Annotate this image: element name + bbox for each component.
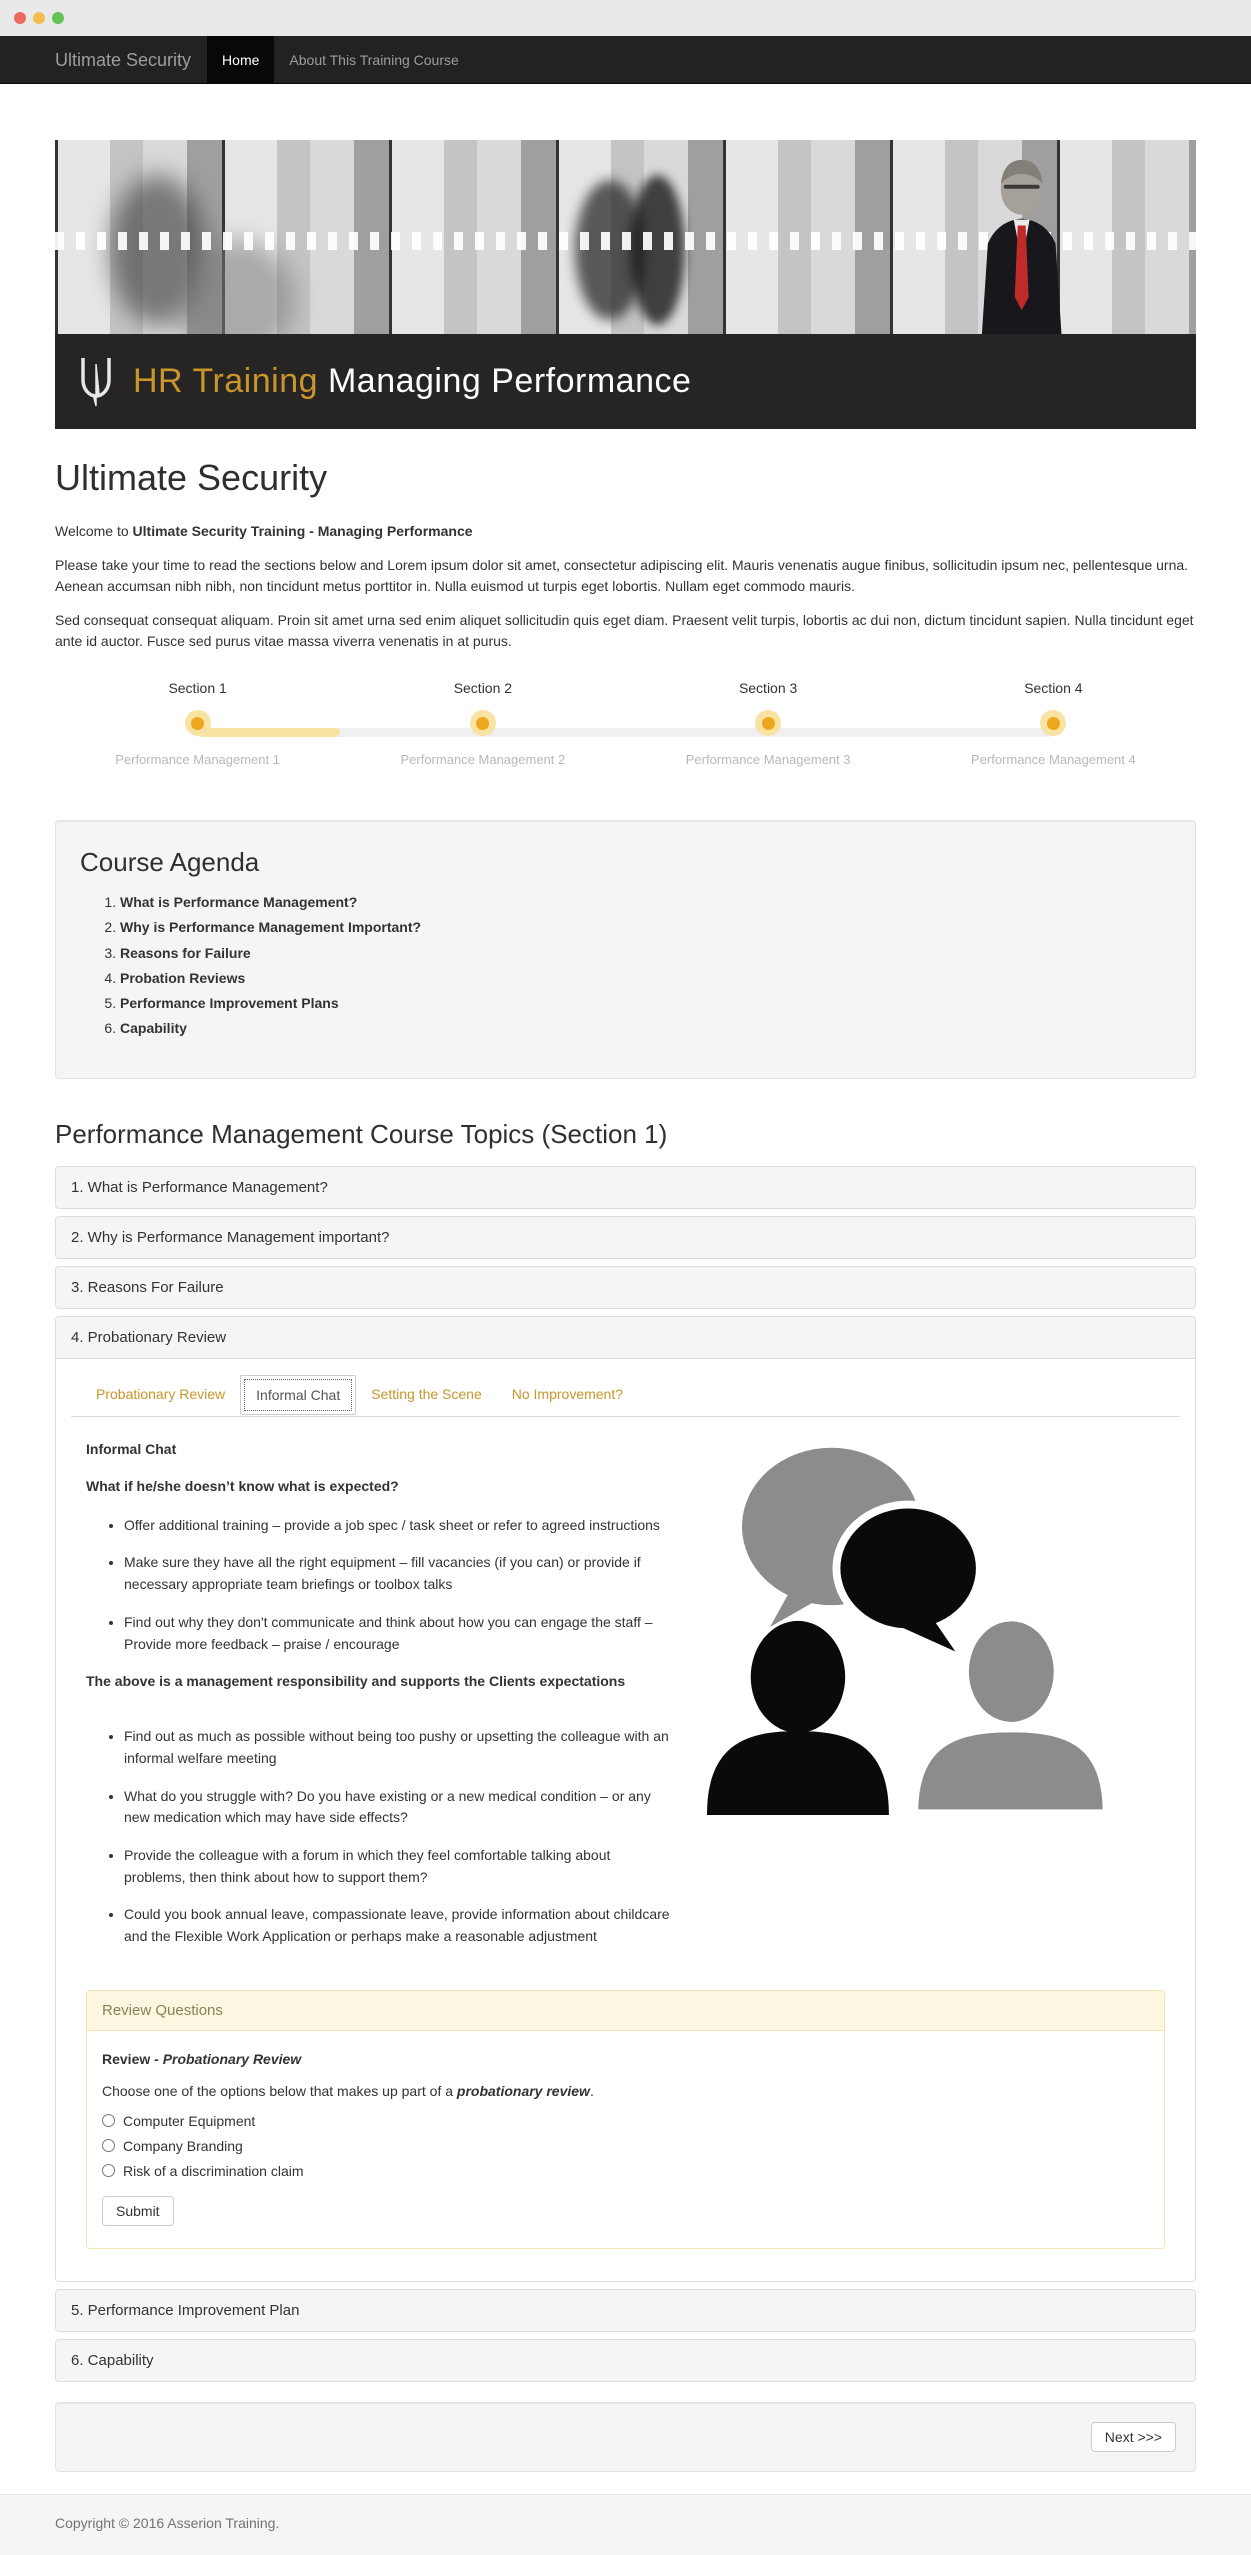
review-questions-header: Review Questions [87, 1991, 1164, 2031]
progress-step-2[interactable] [340, 680, 625, 767]
review-option-2-radio[interactable] [102, 2139, 115, 2152]
accordion-topic-3[interactable]: 3. Reasons For Failure [55, 1266, 1196, 1309]
step-course-label: Performance Management 2 [400, 752, 566, 767]
tab-setting-the-scene[interactable]: Setting the Scene [371, 1385, 482, 1402]
step-dot-icon [1040, 710, 1066, 736]
review-instruction-em: probationary review [456, 2082, 590, 2099]
review-option-3-label: Risk of a discrimination claim [123, 2162, 304, 2179]
banner-title-rest: Managing Performance [327, 362, 692, 400]
review-instruction [102, 2083, 1149, 2099]
accordion-topic-4-expanded [55, 1316, 1196, 2282]
agenda-item: 2. Why is Performance Management Important? [120, 917, 1171, 937]
bullet-item: • Make sure they have all the right equipment – fill vacancies (if you can) or provide if necessary appropriate team briefings or toolbox talks [124, 1552, 670, 1595]
agenda-item: 5. Performance Improvement Plans [120, 993, 1171, 1013]
progress-step-4[interactable] [911, 680, 1196, 767]
bullet-item: • Find out why they don't communicate and think about how you can engage the staff – Provide more feedback – praise / encourage [124, 1612, 670, 1655]
course-agenda-box [55, 820, 1196, 1079]
accordion-topic-1[interactable]: 1. What is Performance Management? [55, 1166, 1196, 1209]
tab-informal-chat[interactable]: Informal Chat [240, 1375, 356, 1415]
step-section-label: Section 2 [453, 680, 513, 696]
hero-banner [55, 140, 1196, 429]
informal-chat-subtitle: What if he/she doesn’t know what is expected? [86, 1477, 399, 1494]
bullet-item: • Provide the colleague with a forum in which they feel comfortable talking about problems, then think about how to support them? [124, 1845, 670, 1888]
topic-tabs [71, 1375, 1180, 1417]
window-close-icon[interactable] [14, 12, 26, 24]
bullet-item: • What do you struggle with? Do you have existing or a new medical condition – or any new medication which may have side effects? [124, 1786, 670, 1829]
review-option-2-label: Company Branding [123, 2137, 243, 2154]
topic-4-body [56, 1359, 1195, 2281]
navbar-brand[interactable]: Ultimate Security [55, 50, 192, 70]
step-section-label: Section 4 [1024, 680, 1083, 696]
review-option-3[interactable] [102, 2163, 1149, 2179]
brand-logo-icon [75, 354, 117, 410]
window-minimize-icon[interactable] [33, 12, 45, 24]
window-maximize-icon[interactable] [52, 12, 64, 24]
tab-no-improvement[interactable]: No Improvement? [511, 1385, 624, 1402]
banner-title [133, 362, 691, 401]
copyright-text: Copyright © 2016 Asserion Training. [55, 2514, 280, 2531]
informal-chat-title: Informal Chat [86, 1440, 177, 1457]
course-agenda-heading: Course Agenda [80, 847, 260, 877]
review-title-em: Probationary Review [162, 2050, 302, 2067]
review-instruction-prefix: Choose one of the options below that makes up part of a [102, 2082, 457, 2099]
page-footer [0, 2494, 1251, 2555]
banner-photo [55, 140, 1196, 334]
browser-chrome [0, 0, 1251, 36]
page-title: Ultimate Security [55, 457, 328, 498]
informal-chat-bullets-2 [124, 1726, 670, 1948]
informal-chat-text [86, 1439, 690, 1964]
review-questions-body [87, 2031, 1164, 2248]
banner-title-bar [55, 334, 1196, 429]
businessman-red-tie-photo [962, 140, 1081, 334]
next-button[interactable]: Next >>> [1091, 2422, 1176, 2452]
standing-figure [630, 175, 685, 325]
accordion-topic-2[interactable]: 2. Why is Performance Management important? [55, 1216, 1196, 1259]
progress-step-1[interactable] [55, 680, 340, 767]
review-title-prefix: Review - [102, 2050, 163, 2067]
topics-heading: Performance Management Course Topics (Section 1) [55, 1118, 668, 1149]
step-dot-icon [185, 710, 211, 736]
management-note: The above is a management responsibility and supports the Clients expectations [86, 1673, 626, 1690]
step-section-label: Section 1 [168, 680, 227, 696]
bullet-item: • Find out as much as possible without being too pushy or upsetting the colleague with an informal welfare meeting [124, 1726, 670, 1769]
accordion-topic-6[interactable]: 6. Capability [55, 2339, 1196, 2382]
review-option-2[interactable] [102, 2138, 1149, 2154]
conversation-illustration [700, 1439, 1155, 1815]
welcome-line [55, 521, 1196, 542]
review-option-3-radio[interactable] [102, 2164, 115, 2177]
review-option-1-radio[interactable] [102, 2114, 115, 2127]
banner-title-accent: HR Training [133, 362, 319, 400]
accordion-topic-5[interactable]: 5. Performance Improvement Plan [55, 2289, 1196, 2332]
top-navbar [0, 36, 1251, 84]
review-option-1-label: Computer Equipment [123, 2112, 256, 2129]
agenda-item: 4. Probation Reviews [120, 968, 1171, 988]
review-question-title [102, 2051, 1149, 2067]
course-agenda-list [120, 892, 1171, 1039]
bullet-item: • Offer additional training – provide a job spec / task sheet or refer to agreed instructions [124, 1515, 670, 1537]
submit-button[interactable]: Submit [102, 2196, 174, 2226]
step-dot-icon [470, 710, 496, 736]
bullet-item: • Could you book annual leave, compassionate leave, provide information about childcare and the Flexible Work Application or perhaps make a reasonable adjustment [124, 1904, 670, 1947]
agenda-item: 6. Capability [120, 1018, 1171, 1038]
welcome-prefix: Welcome to [55, 523, 133, 539]
step-course-label: Performance Management 4 [970, 752, 1136, 767]
nav-item-home[interactable]: Home [207, 36, 274, 84]
agenda-item: 1. What is Performance Management? [120, 892, 1171, 912]
agenda-item: 3. Reasons for Failure [120, 943, 1171, 963]
course-progress [55, 680, 1196, 790]
intro-paragraph-2: Sed consequat consequat aliquam. Proin sit amet urna sed enim aliquet sollicitudin quis eget diam. Praesent velit turpis, lobortis ac dui non, dictum tincidunt sapien. Nulla tincidunt eget ante id auctor. Fusce sed purus vitae massa viverra venenatis in at purus. [55, 612, 1194, 649]
tab-content-informal-chat [71, 1417, 1180, 2249]
review-instruction-suffix: . [589, 2082, 594, 2099]
informal-chat-bullets-1 [124, 1515, 670, 1655]
review-questions-panel [86, 1990, 1165, 2249]
step-course-label: Performance Management 3 [685, 752, 851, 767]
accordion-topic-4-header[interactable]: 4. Probationary Review [56, 1317, 1195, 1359]
review-option-1[interactable] [102, 2113, 1149, 2129]
step-section-label: Section 3 [738, 680, 798, 696]
tab-probationary-review[interactable]: Probationary Review [96, 1385, 226, 1402]
progress-step-3[interactable] [626, 680, 911, 767]
nav-item-about[interactable]: About This Training Course [289, 52, 459, 68]
intro-paragraph-1: Please take your time to read the sections below and Lorem ipsum dolor sit amet, consectetur adipiscing elit. Mauris venenatis augue finibus, sollicitudin ipsum nec, pellentesque urna. Aenean accumsan nibh nibh, non tincidunt metus porttitor in. Nulla euismod ut turpis eget lobortis. Nullam eget commodo mauris. [55, 557, 1189, 594]
pager-well [55, 2402, 1196, 2472]
welcome-bold: Ultimate Security Training - Managing Performance [132, 523, 473, 539]
step-course-label: Performance Management 1 [115, 752, 280, 767]
step-dot-icon [755, 710, 781, 736]
